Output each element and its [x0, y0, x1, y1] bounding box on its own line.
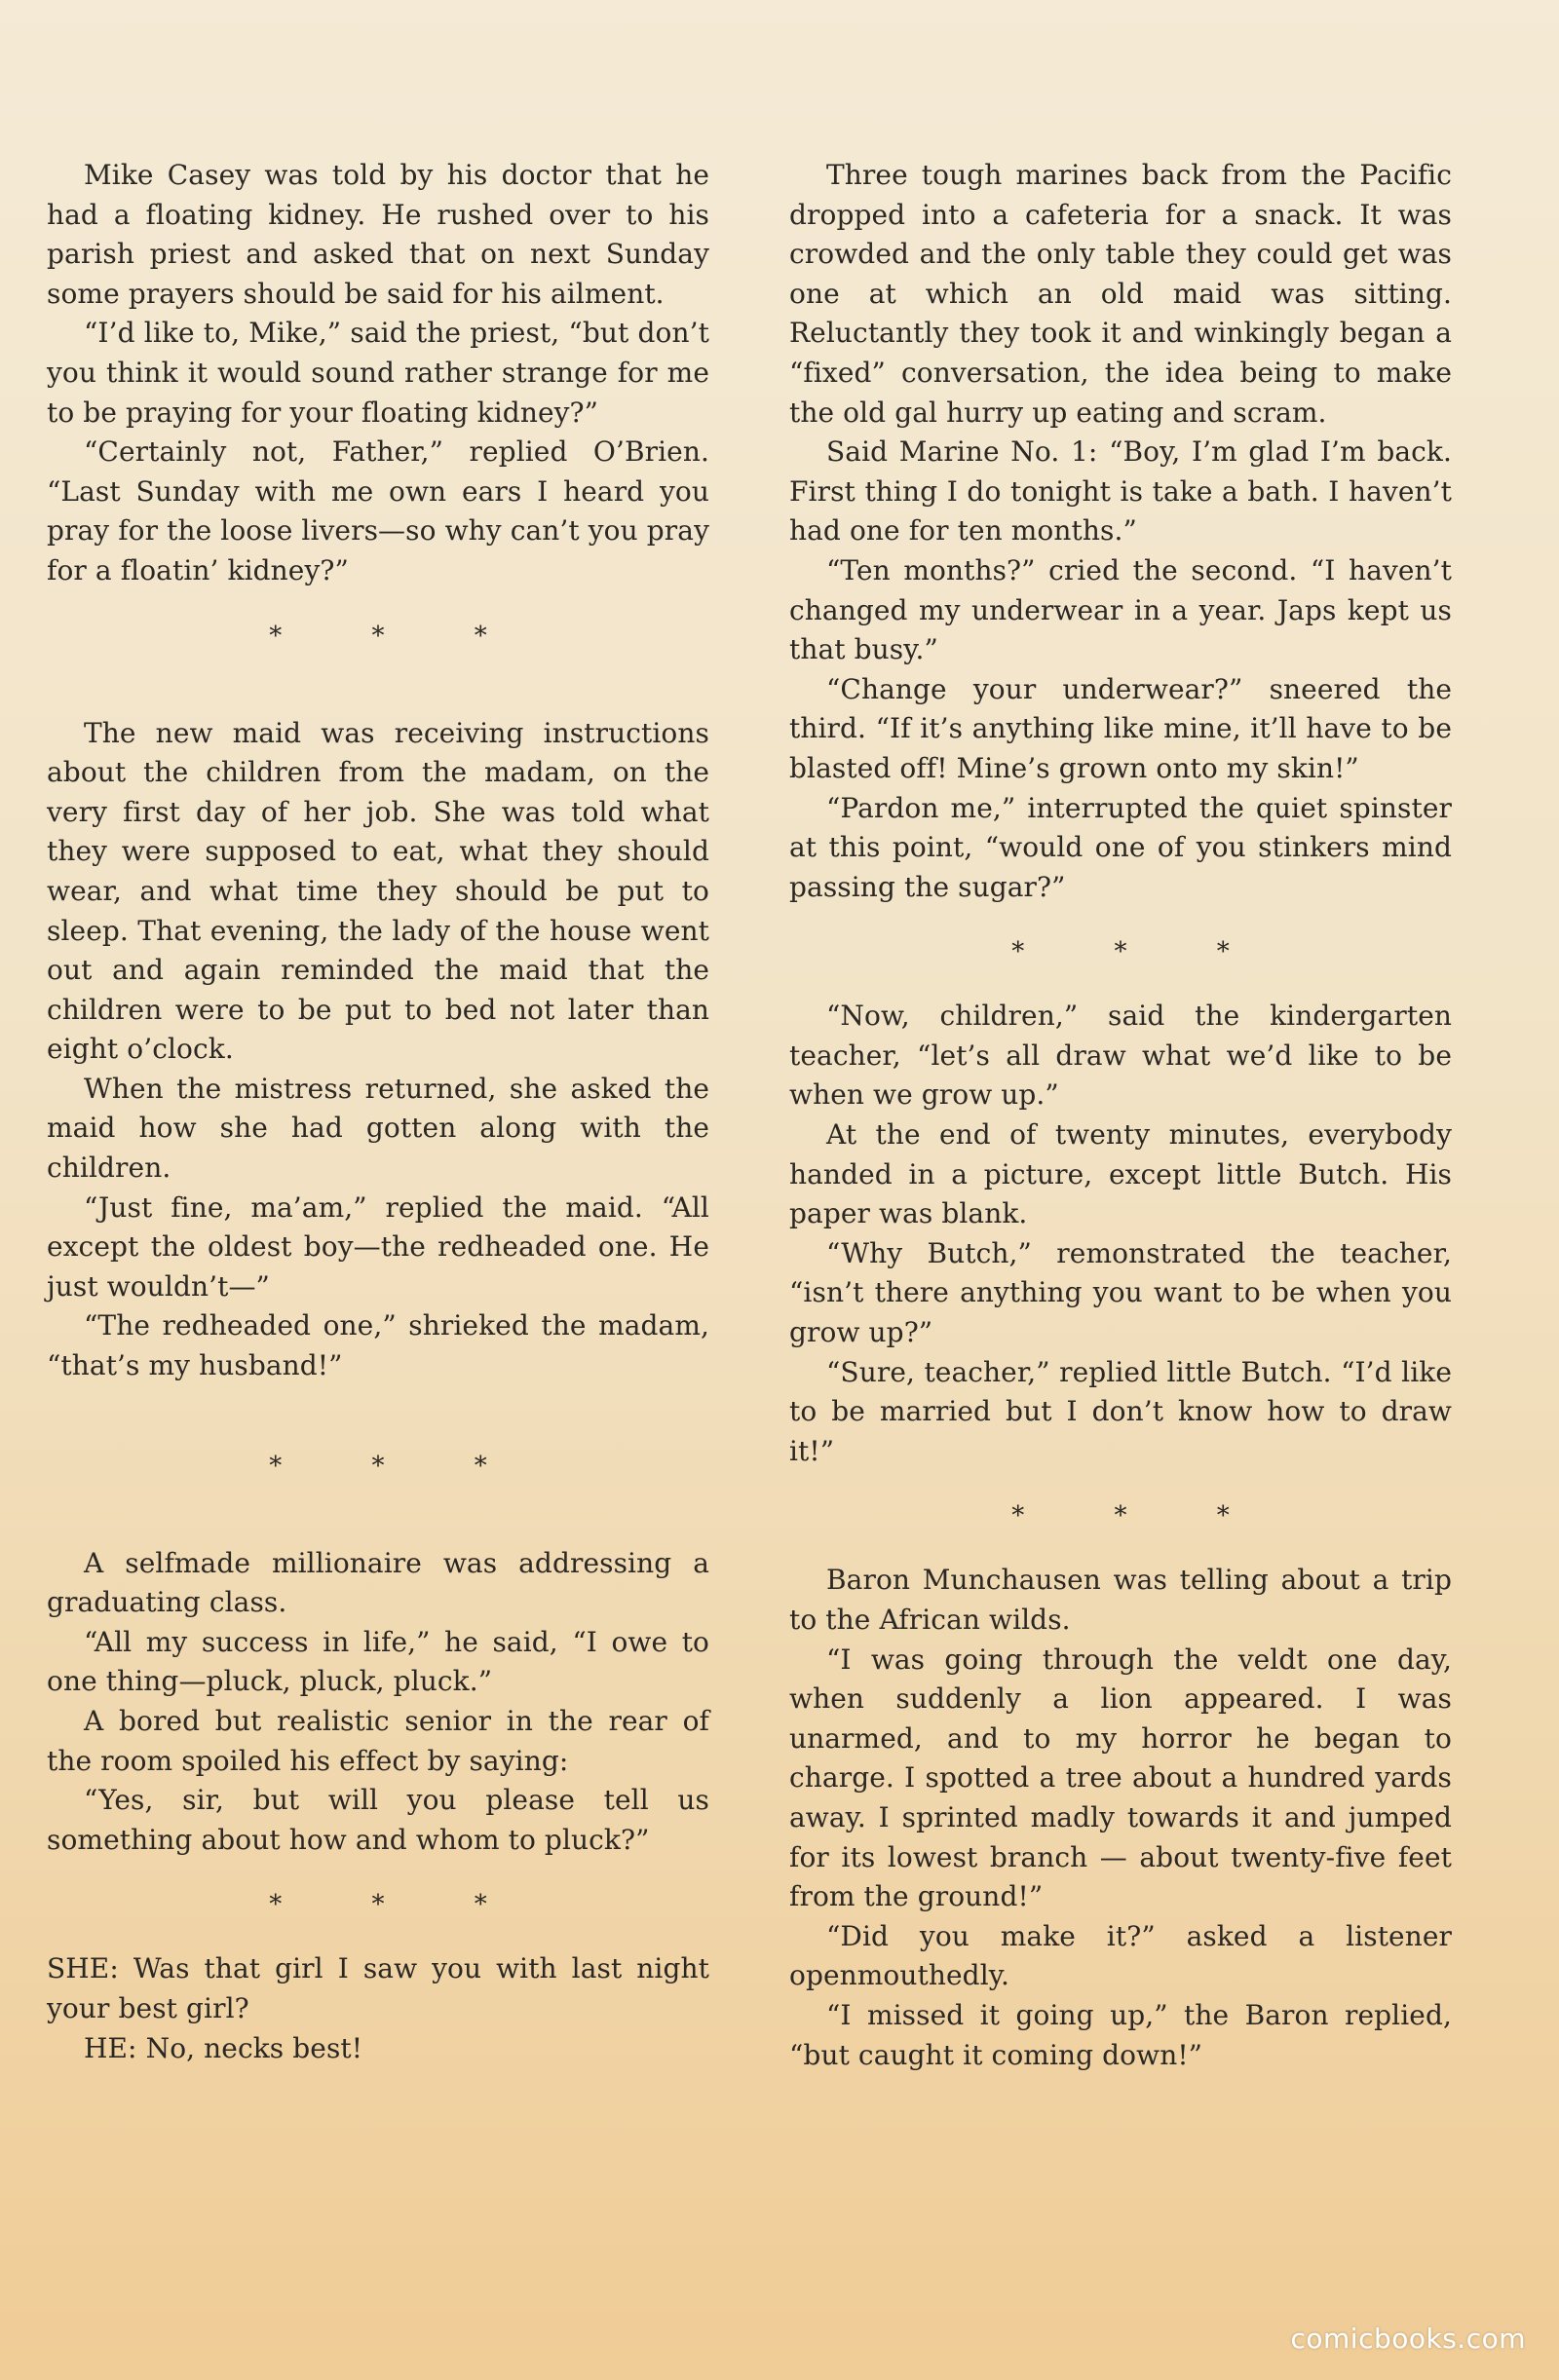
- joke-floating-kidney: [47, 156, 709, 591]
- section-separator: * * *: [269, 1890, 528, 1920]
- paragraph: “Why Butch,” remonstrated the teacher, “isn’t there anything you want to be when you grow up?”: [789, 1236, 1452, 1349]
- paragraph: When the mistress returned, she asked the maid how she had gotten along with the children.: [47, 1072, 709, 1185]
- paragraph: “Ten months?” cried the second. “I haven’t changed my underwear in a year. Japs kept us that busy.”: [789, 553, 1452, 666]
- paragraph: At the end of twenty minutes, everybody handed in a picture, except little Butch. His paper was blank.: [789, 1118, 1452, 1230]
- paragraph: Three tough marines back from the Pacific dropped into a cafeteria for a snack. It was crowded and the only table they could get was one at which an old maid was sitting. Reluctantly they took it and winkingly began a “fixed” conversation, the idea being to make the old gal hurry up eating and scram.: [789, 159, 1452, 429]
- paragraph: “All my success in life,” he said, “I owe to one thing—pluck, pluck, pluck.”: [47, 1625, 709, 1698]
- paragraph: HE: No, necks best!: [84, 2031, 363, 2064]
- paragraph: A bored but realistic senior in the rear of the room spoiled his effect by saying:: [47, 1705, 709, 1777]
- right-column: [789, 156, 1452, 2075]
- paragraph: The new maid was receiving instructions about the children from the madam, on the very first day of her job. She was told what they were supposed to eat, what they should wear, and what time they should be put to sleep. That evening, the lady of the house went out and again reminded the maid that the children were to be put to bed not later than eight o’clock.: [47, 716, 709, 1066]
- section-separator: * * *: [1011, 1501, 1271, 1531]
- paragraph: “Sure, teacher,” replied little Butch. “I’d like to be married but I don’t know how to draw it!”: [789, 1355, 1452, 1467]
- paragraph: A selfmade millionaire was addressing a graduating class.: [47, 1546, 709, 1619]
- section-separator: * * *: [269, 1451, 528, 1481]
- paragraph: “Just fine, ma’am,” replied the maid. “All except the oldest boy—the redheaded one. He just wouldn’t—”: [47, 1190, 709, 1303]
- joke-marines: [789, 156, 1452, 907]
- paragraph: “Certainly not, Father,” replied O’Brien. “Last Sunday with me own ears I heard you pray for the loose livers—so why can’t you pray for a floatin’ kidney?”: [47, 435, 709, 586]
- paragraph: “Now, children,” said the kindergarten teacher, “let’s all draw what we’d like to be when we grow up.”: [789, 1000, 1452, 1112]
- paragraph: “Yes, sir, but will you please tell us something about how and whom to pluck?”: [47, 1784, 709, 1856]
- site-watermark: comicbooks.com: [1290, 2323, 1526, 2355]
- section-separator: * * *: [269, 621, 528, 651]
- paragraph: “I’d like to, Mike,” said the priest, “but don’t you think it would sound rather strange for me to be praying for your floating kidney?”: [47, 317, 709, 429]
- joke-millionaire: [47, 1544, 709, 1861]
- paragraph: “Did you make it?” asked a listener openmouthedly.: [789, 1919, 1452, 1992]
- joke-kindergarten: [789, 997, 1452, 1471]
- section-separator: * * *: [1011, 937, 1271, 967]
- joke-baron-munchausen: [789, 1561, 1452, 2075]
- paragraph: SHE: Was that girl I saw you with last night your best girl?: [47, 1952, 709, 2024]
- paragraph: Mike Casey was told by his doctor that he had a floating kidney. He rushed over to his parish priest and asked that on next Sunday some prayers should be said for his ailment.: [47, 159, 709, 310]
- paragraph: Baron Munchausen was telling about a trip to the African wilds.: [789, 1564, 1452, 1636]
- joke-necks-best: [47, 1949, 709, 2068]
- paragraph: “Change your underwear?” sneered the third. “If it’s anything like mine, it’ll have to be blasted off! Mine’s grown onto my skin!”: [789, 672, 1452, 784]
- paragraph: “I missed it going up,” the Baron replied, “but caught it coming down!”: [789, 1998, 1452, 2071]
- paragraph: Said Marine No. 1: “Boy, I’m glad I’m back. First thing I do tonight is take a bath. I haven’t had one for ten months.”: [789, 435, 1452, 548]
- paragraph: “The redheaded one,” shrieked the madam, “that’s my husband!”: [47, 1309, 709, 1382]
- paragraph: “I was going through the veldt one day, when suddenly a lion appeared. I was unarmed, and to my horror he began to charge. I spotted a tree about a hundred yards away. I sprinted madly towards it and jumped for its lowest branch — about twenty-five feet from the ground!”: [789, 1643, 1452, 1913]
- left-column: [47, 156, 709, 2068]
- paragraph: “Pardon me,” interrupted the quiet spinster at this point, “would one of you stinkers mind passing the sugar?”: [789, 791, 1452, 903]
- joke-new-maid: [47, 714, 709, 1386]
